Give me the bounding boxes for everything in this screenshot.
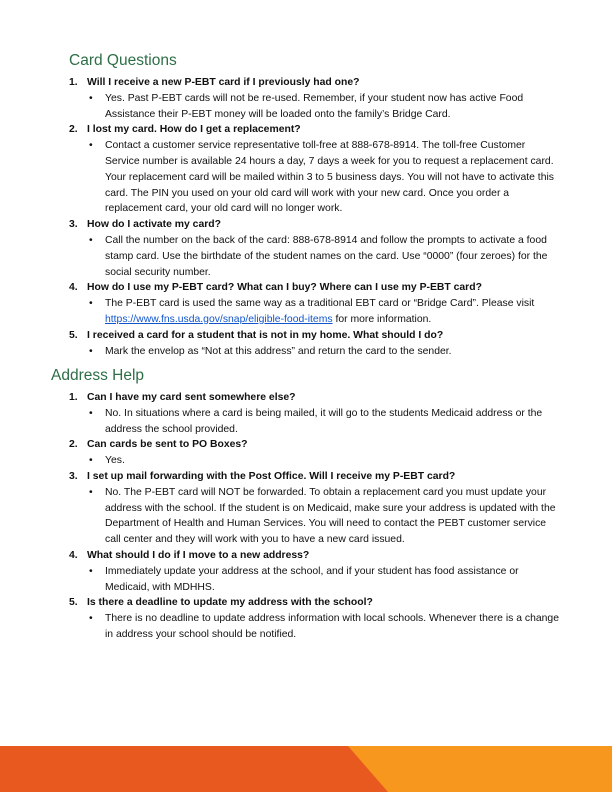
answer-list bbox=[87, 296, 560, 328]
question-item bbox=[0, 548, 612, 595]
bullet-icon: • bbox=[89, 345, 93, 357]
question-number: 5. bbox=[69, 597, 78, 609]
answer-text: Yes. Past P-EBT cards will not be re-used. Remember, if your student now has active Food Assistance their P-EBT money will be loaded onto the family’s Bridge Card. bbox=[105, 92, 524, 120]
answer-item bbox=[87, 406, 560, 438]
answer-item bbox=[87, 296, 560, 328]
answer-item bbox=[87, 453, 560, 469]
question-number: 4. bbox=[69, 282, 78, 294]
question-number: 3. bbox=[69, 470, 78, 482]
section-title-card-questions: Card Questions bbox=[69, 52, 177, 69]
question-item bbox=[0, 122, 612, 217]
question-number: 1. bbox=[69, 77, 78, 88]
question-number: 1. bbox=[69, 392, 78, 403]
bullet-icon: • bbox=[89, 140, 93, 152]
question-text: I lost my card. How do I get a replacement? bbox=[87, 124, 301, 136]
eligible-food-items-link[interactable]: https://www.fns.usda.gov/snap/eligible-food-items bbox=[105, 313, 333, 325]
answer-text-after-link: for more information. bbox=[332, 313, 432, 325]
question-item bbox=[0, 75, 612, 122]
answer-item bbox=[87, 611, 560, 643]
question-text: What should I do if I move to a new address? bbox=[87, 549, 310, 561]
address-questions-list bbox=[0, 390, 612, 643]
bullet-icon: • bbox=[89, 486, 93, 498]
question-item bbox=[0, 437, 612, 469]
answer-text: Call the number on the back of the card: 888-678-8914 and follow the prompts to activate a food stamp card. Use the birthdate of the student names on the card. Use “0000” (four zeroes) for the social security number. bbox=[105, 234, 548, 278]
answer-text: Mark the envelop as “Not at this address” and return the card to the sender. bbox=[105, 345, 452, 357]
question-number: 5. bbox=[69, 329, 78, 341]
answer-text: No. In situations where a card is being mailed, it will go to the students Medicaid address or the address the school provided. bbox=[105, 407, 543, 435]
answer-list bbox=[87, 611, 560, 643]
bullet-icon: • bbox=[89, 455, 93, 467]
answer-list bbox=[87, 453, 560, 469]
answer-item bbox=[87, 91, 560, 123]
answer-text: Immediately update your address at the school, and if your student has food assistance or Medicaid, with MDHHS. bbox=[105, 565, 519, 593]
section-title-address-help: Address Help bbox=[51, 367, 145, 384]
bullet-icon: • bbox=[89, 92, 93, 104]
answer-list bbox=[87, 564, 560, 596]
question-text: Will I receive a new P-EBT card if I previously had one? bbox=[87, 77, 360, 88]
answer-list bbox=[87, 233, 560, 280]
question-text: Is there a deadline to update my address with the school? bbox=[87, 597, 373, 609]
question-text: Can cards be sent to PO Boxes? bbox=[87, 439, 248, 451]
answer-item bbox=[87, 564, 560, 596]
answer-list bbox=[87, 138, 560, 217]
question-text: How do I activate my card? bbox=[87, 219, 221, 231]
bullet-icon: • bbox=[89, 565, 93, 577]
question-item bbox=[0, 328, 612, 360]
question-number: 2. bbox=[69, 124, 78, 136]
address-help-section bbox=[0, 367, 612, 643]
answer-text: There is no deadline to update address information with local schools. Whenever there is a change in address your school should be notified. bbox=[105, 613, 559, 640]
bullet-icon: • bbox=[89, 298, 93, 310]
question-item bbox=[0, 280, 612, 327]
question-text: I set up mail forwarding with the Post Office. Will I receive my P-EBT card? bbox=[87, 470, 456, 482]
question-text: Can I have my card sent somewhere else? bbox=[87, 392, 296, 403]
card-questions-section bbox=[0, 52, 612, 359]
question-item bbox=[0, 595, 612, 642]
answer-item bbox=[87, 233, 560, 280]
answer-text: Contact a customer service representative toll-free at 888-678-8914. The toll-free Customer Service number is available 24 hours a day, 7 days a week for you to request a replacement card. Your replacement card will be mailed within 3 to 5 business days. You will not have to activate this card. The PIN you used on your old card will work with your new card. Once you order a replacement card, your old card will no longer work. bbox=[105, 140, 554, 215]
question-number: 3. bbox=[69, 219, 78, 231]
answer-item bbox=[87, 344, 560, 360]
answer-item bbox=[87, 138, 560, 217]
answer-list bbox=[87, 344, 560, 360]
answer-text: No. The P-EBT card will NOT be forwarded. To obtain a replacement card you must update your address with the school. If the student is on Medicaid, make sure your address is updated with the Department of Health and Human Services. You will need to contact the PEBT customer service call center and they will work with you to have a new card issued. bbox=[105, 486, 556, 546]
answer-list bbox=[87, 91, 560, 123]
question-item bbox=[0, 390, 612, 437]
question-number: 2. bbox=[69, 439, 78, 451]
bullet-icon: • bbox=[89, 613, 93, 625]
question-number: 4. bbox=[69, 549, 78, 561]
question-text: How do I use my P-EBT card? What can I buy? Where can I use my P-EBT card? bbox=[87, 282, 482, 294]
bullet-icon: • bbox=[89, 234, 93, 246]
question-text: I received a card for a student that is not in my home. What should I do? bbox=[87, 329, 444, 341]
answer-text: Yes. bbox=[105, 455, 125, 467]
answer-list bbox=[87, 406, 560, 438]
answer-list bbox=[87, 485, 560, 548]
question-item bbox=[0, 469, 612, 548]
question-item bbox=[0, 217, 612, 280]
answer-item bbox=[87, 485, 560, 548]
answer-text-before-link: The P-EBT card is used the same way as a traditional EBT card or “Bridge Card”. Please visit bbox=[105, 298, 535, 310]
bullet-icon: • bbox=[89, 407, 93, 419]
card-questions-list bbox=[0, 75, 612, 359]
